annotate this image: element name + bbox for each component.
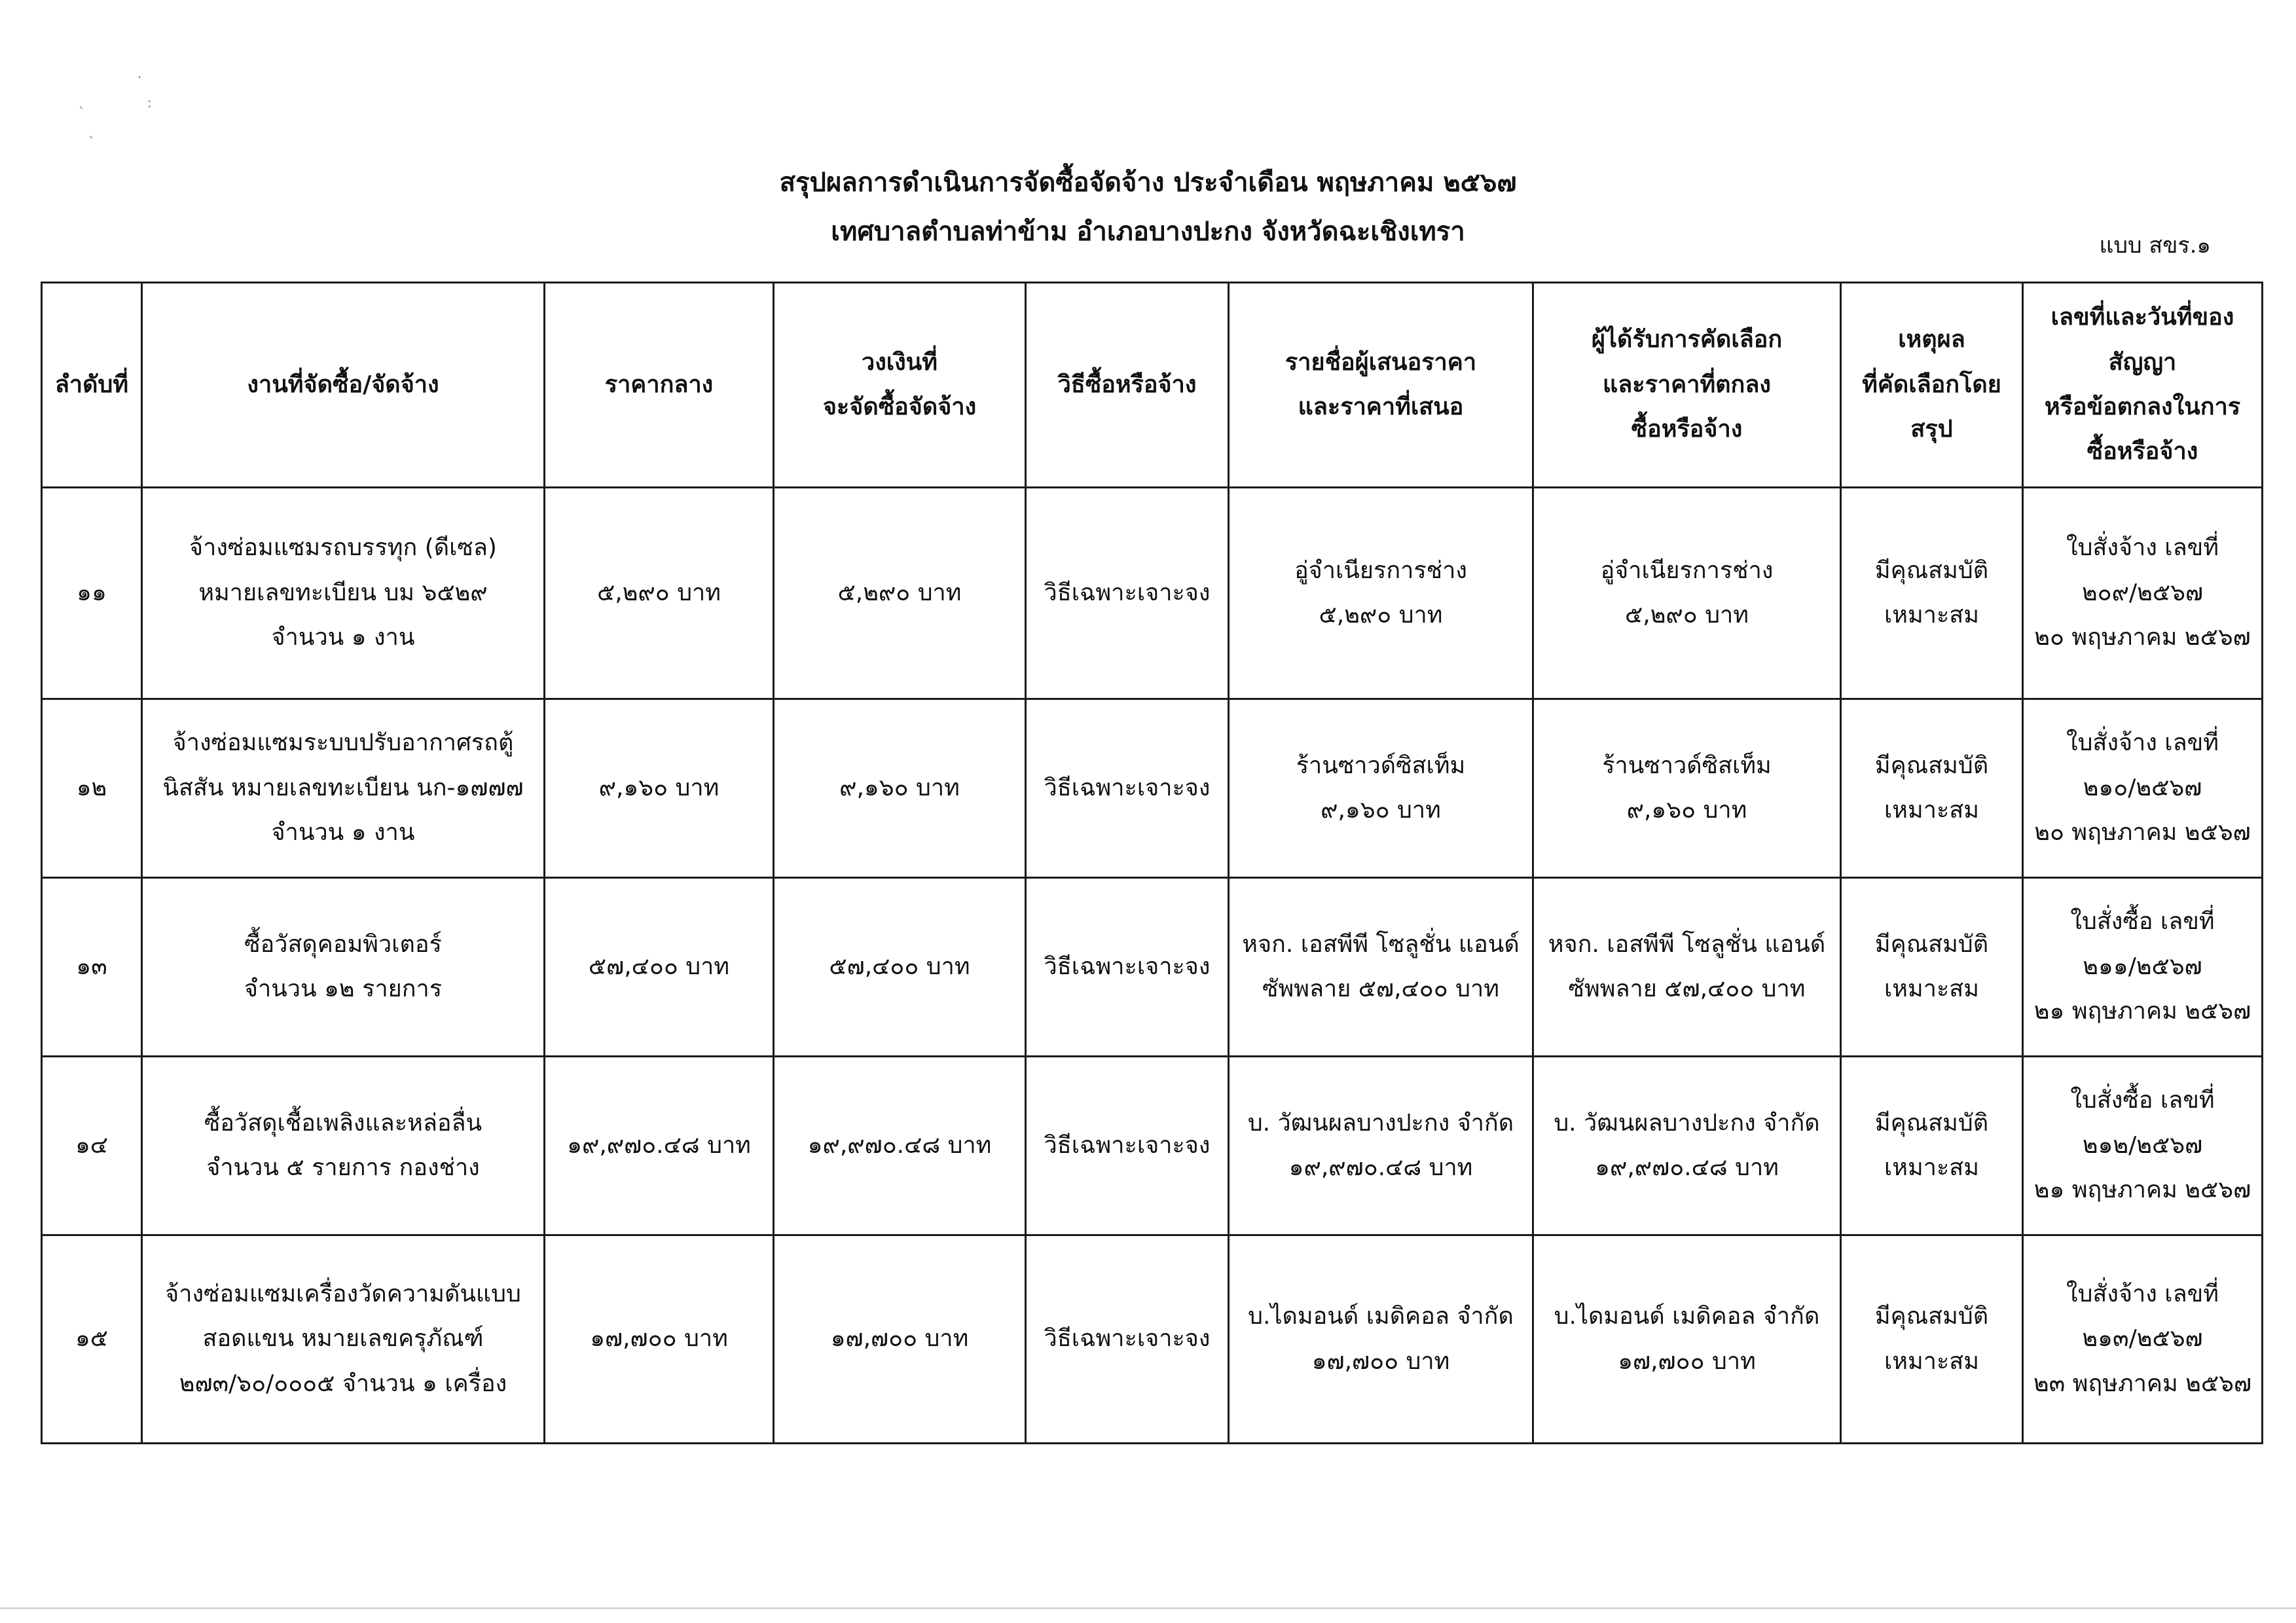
- cell-budget: ๑๙,๙๗๐.๔๘ บาท: [774, 1057, 1026, 1235]
- header-selected: ผู้ได้รับการคัดเลือก และราคาที่ตกลง ซื้อหรือจ้าง: [1533, 283, 1841, 488]
- scan-mark-dot: .: [137, 65, 142, 81]
- cell-work: จ้างซ่อมแซมเครื่องวัดความดันแบบ สอดแขน หมายเลขครุภัณฑ์ ๒๗๓/๖๐/๐๐๐๕ จำนวน ๑ เครื่อง: [142, 1235, 545, 1444]
- cell-selected: ร้านซาวด์ซิสเท็ม ๙,๑๖๐ บาท: [1533, 699, 1841, 878]
- procurement-summary-table: [41, 282, 2263, 1444]
- scan-edge-line: [0, 1607, 2296, 1609]
- cell-no: ๑๕: [42, 1235, 142, 1444]
- scan-mark-tick: `: [79, 105, 85, 120]
- cell-budget: ๕๗,๔๐๐ บาท: [774, 878, 1026, 1057]
- header-median-price: ราคากลาง: [545, 283, 774, 488]
- scan-mark-tick-2: `: [88, 134, 95, 150]
- document-title: สรุปผลการดำเนินการจัดซื้อจัดจ้าง ประจำเดือน พฤษภาคม ๒๕๖๗: [779, 168, 1517, 198]
- cell-budget: ๕,๒๙๐ บาท: [774, 488, 1026, 699]
- cell-method: วิธีเฉพาะเจาะจง: [1026, 488, 1229, 699]
- cell-selected: อู่จำเนียรการช่าง ๕,๒๙๐ บาท: [1533, 488, 1841, 699]
- cell-median-price: ๕,๒๙๐ บาท: [545, 488, 774, 699]
- cell-contract: ใบสั่งจ้าง เลขที่ ๒๑๓/๒๕๖๗ ๒๓ พฤษภาคม ๒๕๖๗: [2023, 1235, 2263, 1444]
- cell-method: วิธีเฉพาะเจาะจง: [1026, 1235, 1229, 1444]
- cell-no: ๑๔: [42, 1057, 142, 1235]
- header-budget: วงเงินที่ จะจัดซื้อจัดจ้าง: [774, 283, 1026, 488]
- cell-selected: หจก. เอสพีพี โซลูชั่น แอนด์ ซัพพลาย ๕๗,๔๐๐ บาท: [1533, 878, 1841, 1057]
- header-reason: เหตุผล ที่คัดเลือกโดย สรุป: [1841, 283, 2023, 488]
- cell-bidders: อู่จำเนียรการช่าง ๕,๒๙๐ บาท: [1229, 488, 1533, 699]
- header-method: วิธีซื้อหรือจ้าง: [1026, 283, 1229, 488]
- form-code: แบบ สขร.๑: [2099, 232, 2211, 259]
- cell-work: ซื้อวัสดุคอมพิวเตอร์ จำนวน ๑๒ รายการ: [142, 878, 545, 1057]
- cell-median-price: ๙,๑๖๐ บาท: [545, 699, 774, 878]
- document-subtitle: เทศบาลตำบลท่าข้าม อำเภอบางปะกง จังหวัดฉะเชิงเทรา: [831, 217, 1465, 247]
- table-row: [42, 878, 2263, 1057]
- cell-selected: บ. วัฒนผลบางปะกง จำกัด ๑๙,๙๗๐.๔๘ บาท: [1533, 1057, 1841, 1235]
- table-row: [42, 1235, 2263, 1444]
- cell-budget: ๙,๑๖๐ บาท: [774, 699, 1026, 878]
- cell-reason: มีคุณสมบัติ เหมาะสม: [1841, 878, 2023, 1057]
- cell-work: จ้างซ่อมแซมระบบปรับอากาศรถตู้ นิสสัน หมายเลขทะเบียน นก-๑๗๗๗ จำนวน ๑ งาน: [142, 699, 545, 878]
- table-header-row: [42, 283, 2263, 488]
- cell-median-price: ๕๗,๔๐๐ บาท: [545, 878, 774, 1057]
- procurement-table-container: [41, 282, 2261, 1444]
- cell-bidders: บ. วัฒนผลบางปะกง จำกัด ๑๙,๙๗๐.๔๘ บาท: [1229, 1057, 1533, 1235]
- cell-reason: มีคุณสมบัติ เหมาะสม: [1841, 488, 2023, 699]
- cell-reason: มีคุณสมบัติ เหมาะสม: [1841, 1057, 2023, 1235]
- cell-bidders: ร้านซาวด์ซิสเท็ม ๙,๑๖๐ บาท: [1229, 699, 1533, 878]
- cell-median-price: ๑๗,๗๐๐ บาท: [545, 1235, 774, 1444]
- cell-contract: ใบสั่งซื้อ เลขที่ ๒๑๒/๒๕๖๗ ๒๑ พฤษภาคม ๒๕๖๗: [2023, 1057, 2263, 1235]
- cell-median-price: ๑๙,๙๗๐.๔๘ บาท: [545, 1057, 774, 1235]
- cell-bidders: หจก. เอสพีพี โซลูชั่น แอนด์ ซัพพลาย ๕๗,๔๐๐ บาท: [1229, 878, 1533, 1057]
- header-bidders: รายชื่อผู้เสนอราคา และราคาที่เสนอ: [1229, 283, 1533, 488]
- cell-contract: ใบสั่งจ้าง เลขที่ ๒๑๐/๒๕๖๗ ๒๐ พฤษภาคม ๒๕๖๗: [2023, 699, 2263, 878]
- cell-no: ๑๓: [42, 878, 142, 1057]
- header-contract: เลขที่และวันที่ของ สัญญา หรือข้อตกลงในการ ซื้อหรือจ้าง: [2023, 283, 2263, 488]
- cell-contract: ใบสั่งจ้าง เลขที่ ๒๐๙/๒๕๖๗ ๒๐ พฤษภาคม ๒๕๖๗: [2023, 488, 2263, 699]
- table-row: [42, 488, 2263, 699]
- header-no: ลำดับที่: [42, 283, 142, 488]
- cell-no: ๑๑: [42, 488, 142, 699]
- cell-bidders: บ.ไดมอนด์ เมดิคอล จำกัด ๑๗,๗๐๐ บาท: [1229, 1235, 1533, 1444]
- cell-method: วิธีเฉพาะเจาะจง: [1026, 1057, 1229, 1235]
- scan-mark-colon: :: [147, 95, 152, 111]
- cell-method: วิธีเฉพาะเจาะจง: [1026, 699, 1229, 878]
- table-row: [42, 1057, 2263, 1235]
- cell-budget: ๑๗,๗๐๐ บาท: [774, 1235, 1026, 1444]
- cell-reason: มีคุณสมบัติ เหมาะสม: [1841, 1235, 2023, 1444]
- cell-no: ๑๒: [42, 699, 142, 878]
- cell-method: วิธีเฉพาะเจาะจง: [1026, 878, 1229, 1057]
- cell-work: ซื้อวัสดุเชื้อเพลิงและหล่อลื่น จำนวน ๕ รายการ กองช่าง: [142, 1057, 545, 1235]
- cell-contract: ใบสั่งซื้อ เลขที่ ๒๑๑/๒๕๖๗ ๒๑ พฤษภาคม ๒๕๖๗: [2023, 878, 2263, 1057]
- header-work: งานที่จัดซื้อ/จัดจ้าง: [142, 283, 545, 488]
- cell-reason: มีคุณสมบัติ เหมาะสม: [1841, 699, 2023, 878]
- cell-selected: บ.ไดมอนด์ เมดิคอล จำกัด ๑๗,๗๐๐ บาท: [1533, 1235, 1841, 1444]
- table-row: [42, 699, 2263, 878]
- cell-work: จ้างซ่อมแซมรถบรรทุก (ดีเซล) หมายเลขทะเบียน บม ๖๕๒๙ จำนวน ๑ งาน: [142, 488, 545, 699]
